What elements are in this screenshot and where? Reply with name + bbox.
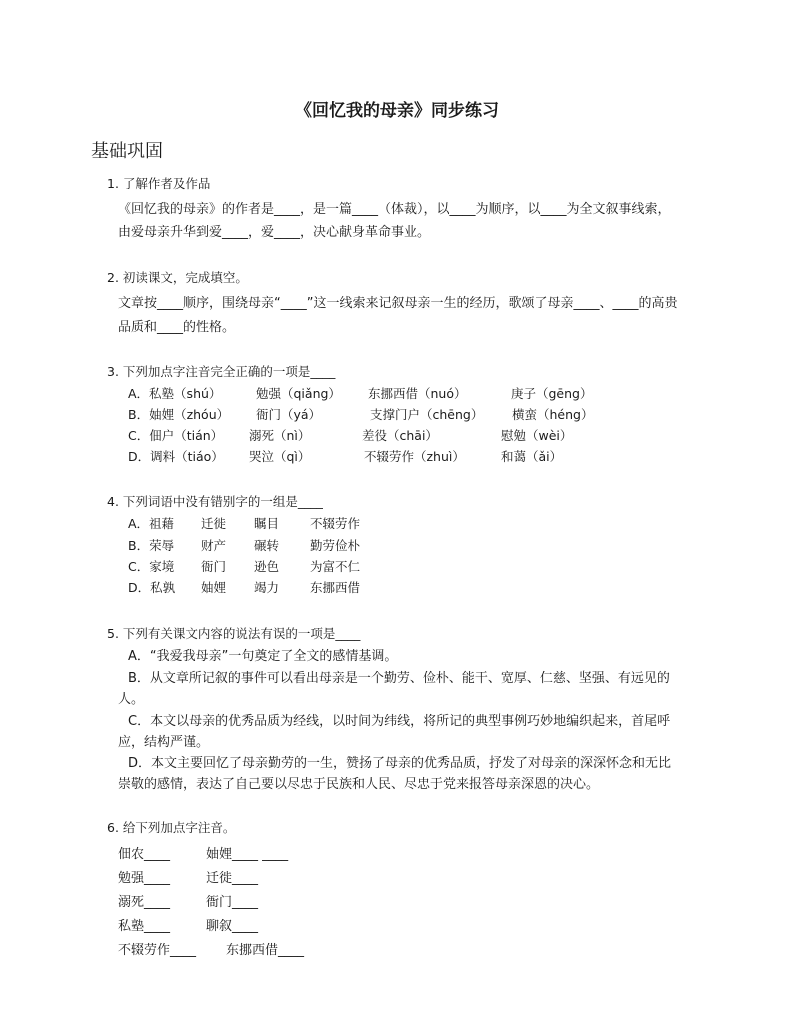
option-d-word: 竭力 <box>254 580 280 595</box>
option-c-word: C．佃户（tián） <box>128 428 224 443</box>
option-a-word: 不辍劳作 <box>310 516 361 531</box>
option-a-word: 迁徙 <box>201 516 227 531</box>
option-b-word: 支撑门户（chēng） <box>370 407 484 422</box>
question-5-line: D．本文主要回忆了母亲勤劳的一生，赞扬了母亲的优秀品质，抒发了对母亲的深深怀念和无比 <box>128 756 672 771</box>
pinyin-item: 不辍劳作____ <box>118 943 197 958</box>
question-5-line: 应，结构严谨。 <box>118 735 210 750</box>
option-c-word: 慰勉（wèi） <box>501 428 573 443</box>
question-1-line: 由爱母亲升华到爱____，爱____，决心献身革命事业。 <box>118 225 431 240</box>
option-c-word: 溺死（nì） <box>249 428 311 443</box>
question-3-stem: 3. 下列加点字注音完全正确的一项是____ <box>107 364 336 379</box>
option-d-word: 不辍劳作（zhuì） <box>364 449 465 464</box>
option-a-word: 庚子（gēng） <box>511 386 593 401</box>
option-c-word: 衙门 <box>201 559 227 574</box>
option-d-word: 东挪西借 <box>310 580 361 595</box>
pinyin-item: 东挪西借____ <box>226 943 305 958</box>
option-b-word: 碾转 <box>254 538 280 553</box>
pinyin-item: 私塾____ <box>118 919 171 934</box>
option-c-word: 差役（chāi） <box>362 428 438 443</box>
question-2-line: 品质和____的性格。 <box>118 320 236 335</box>
page-title: 《回忆我的母亲》同步练习 <box>295 101 499 121</box>
option-a-word: 东挪西借（nuó） <box>368 386 467 401</box>
option-b-word: 横蛮（héng） <box>512 407 594 422</box>
pinyin-item: 溺死____ <box>118 895 171 910</box>
question-5-line: B．从文章所记叙的事件可以看出母亲是一个勤劳、俭朴、能干、宽厚、仁慈、坚强、有远见的 <box>128 671 670 686</box>
pinyin-item: 聊叙____ <box>206 919 259 934</box>
question-1-line: 《回忆我的母亲》的作者是____，是一篇____（体裁），以____为顺序，以____为全文叙事线索， <box>118 202 671 217</box>
option-b-word: B．妯娌（zhóu） <box>128 407 230 422</box>
question-2-line: 文章按____顺序，围绕母亲“____”这一线索来记叙母亲一生的经历，歌颂了母亲____、____的高贵 <box>118 296 678 311</box>
pinyin-item: 衙门____ <box>206 895 259 910</box>
option-b-word: B．荣辱 <box>128 538 175 553</box>
option-c-word: 为富不仁 <box>310 559 361 574</box>
option-a-word: 勉强（qiǎng） <box>256 386 341 401</box>
option-a-word: 瞩目 <box>254 516 280 531</box>
option-d-word: D．调料（tiáo） <box>128 449 224 464</box>
option-c-word: C．家境 <box>128 559 175 574</box>
question-5-line: A．“我爱我母亲”一句奠定了全文的感情基调。 <box>128 649 398 664</box>
pinyin-item: 迁徙____ <box>206 871 259 886</box>
question-5-line: C．本文以母亲的优秀品质为经线，以时间为纬线，将所记的典型事例巧妙地编织起来，首尾呼 <box>128 714 671 729</box>
option-c-word: 逊色 <box>254 559 280 574</box>
option-b-word: 衙门（yá） <box>256 407 322 422</box>
option-b-word: 勤劳俭朴 <box>310 538 361 553</box>
option-d-word: D．私孰 <box>128 580 176 595</box>
question-4-stem: 4. 下列词语中没有错别字的一组是____ <box>107 494 323 509</box>
option-a-word: A．祖藉 <box>128 516 175 531</box>
question-1-stem: 1. 了解作者及作品 <box>107 176 211 191</box>
question-5-line: 人。 <box>118 692 145 707</box>
pinyin-item: 妯娌____ ____ <box>206 847 289 862</box>
option-a-word: A．私塾（shú） <box>128 386 222 401</box>
option-d-word: 和蔼（ǎi） <box>501 449 563 464</box>
pinyin-item: 勉强____ <box>118 871 171 886</box>
question-5-stem: 5. 下列有关课文内容的说法有误的一项是____ <box>107 626 361 641</box>
section-heading: 基础巩固 <box>91 141 163 162</box>
question-2-stem: 2. 初读课文，完成填空。 <box>107 270 248 285</box>
option-b-word: 财产 <box>201 538 227 553</box>
option-d-word: 哭泣（qì） <box>249 449 311 464</box>
question-6-stem: 6. 给下列加点字注音。 <box>107 820 236 835</box>
option-d-word: 妯娌 <box>201 580 227 595</box>
question-5-line: 崇敬的感情，表达了自己要以尽忠于民族和人民、尽忠于党来报答母亲深恩的决心。 <box>118 777 600 792</box>
pinyin-item: 佃农____ <box>118 847 171 862</box>
